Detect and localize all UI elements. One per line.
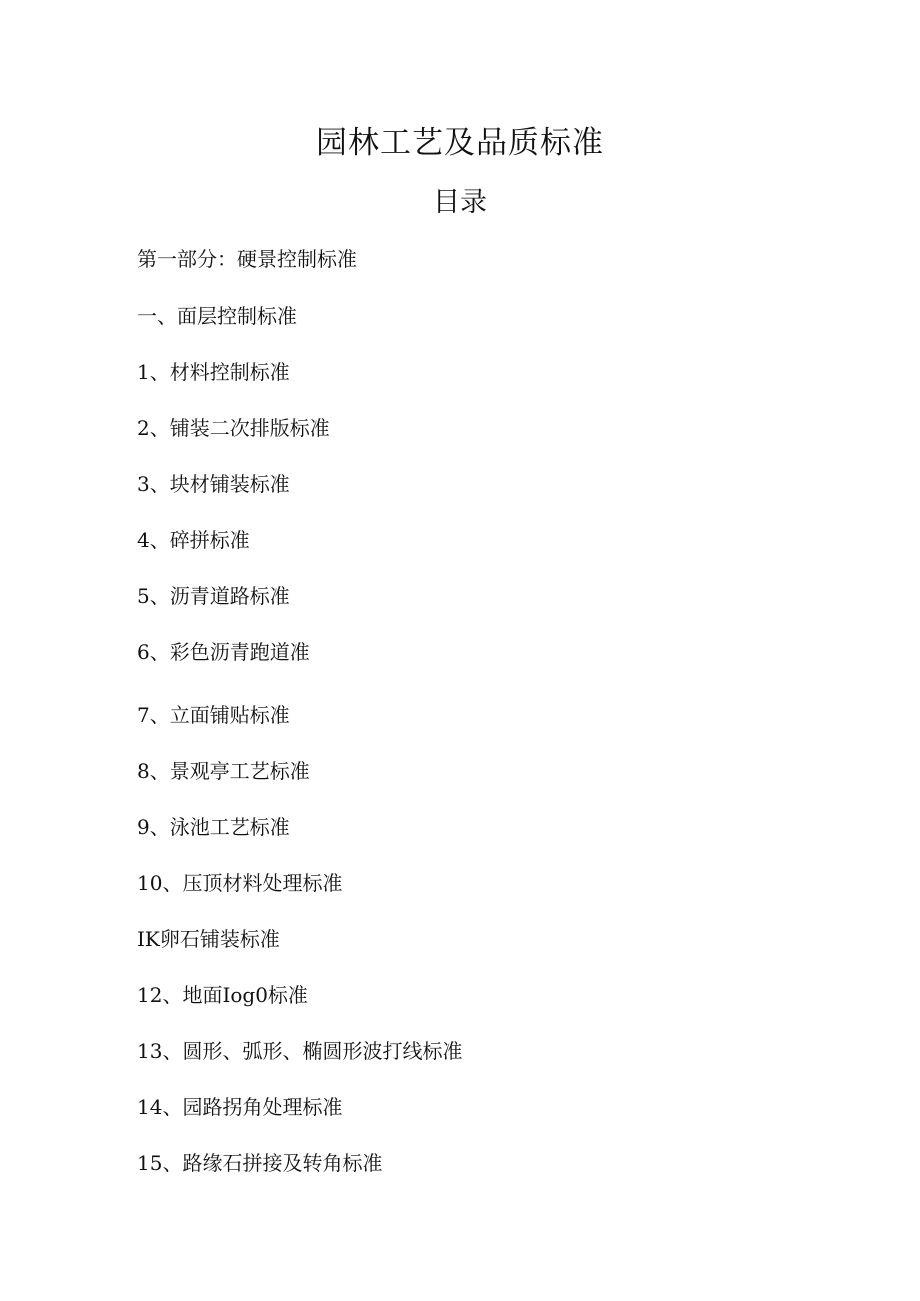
item-text: 路缘石拼接及转角标准 [182,1151,383,1175]
document-title: 园林工艺及品质标准 [316,125,604,161]
toc-item [137,1092,342,1122]
item-text: 园路拐角处理标准 [182,1095,343,1119]
item-text-code: Iog0 [222,983,268,1007]
item-text-suffix: 标准 [267,983,308,1007]
part-heading: 第一部分：硬景控制标准 [137,247,357,271]
item-text: 圆形、弧形、椭圆形波打线标准 [182,1039,463,1063]
item-text: 景观亭工艺标准 [169,759,310,783]
toc-item [137,700,290,730]
item-number: 5、 [137,584,170,608]
toc-item [137,756,310,786]
toc-heading: 目录 [433,187,487,218]
item-number: IK [137,927,160,951]
toc-item [137,980,308,1010]
item-text: 卵石铺装标准 [159,927,280,951]
item-text: 彩色沥青跑道准 [169,640,310,664]
item-text: 材料控制标准 [169,360,290,384]
toc-item [137,357,290,387]
item-number: 10、 [137,871,183,895]
toc-item [137,469,290,499]
toc-item [137,812,290,842]
toc-item [137,1036,462,1066]
item-number: 15、 [137,1151,183,1175]
item-text: 块材铺装标准 [169,472,290,496]
item-number: 4、 [137,528,170,552]
item-text: 地面 [182,983,223,1007]
toc-item [137,413,330,443]
item-number: 12、 [137,983,183,1007]
item-number: 13、 [137,1039,183,1063]
item-number: 7、 [137,703,170,727]
toc-item [137,581,290,611]
item-text: 泳池工艺标准 [169,815,290,839]
toc-item [137,868,342,898]
item-number: 6、 [137,640,170,664]
item-number: 14、 [137,1095,183,1119]
item-text: 立面铺贴标准 [169,703,290,727]
toc-item [137,1148,382,1178]
item-text: 铺装二次排版标准 [169,416,330,440]
item-text: 压顶材料处理标准 [182,871,343,895]
toc-item [137,924,280,954]
item-number: 2、 [137,416,170,440]
item-number: 8、 [137,759,170,783]
toc-item [137,525,250,555]
item-number: 3、 [137,472,170,496]
item-number: 1、 [137,360,170,384]
item-text: 碎拼标准 [169,528,250,552]
toc-item [137,637,310,667]
item-text: 沥青道路标准 [169,584,290,608]
item-number: 9、 [137,815,170,839]
section-heading: 一、面层控制标准 [137,304,297,328]
